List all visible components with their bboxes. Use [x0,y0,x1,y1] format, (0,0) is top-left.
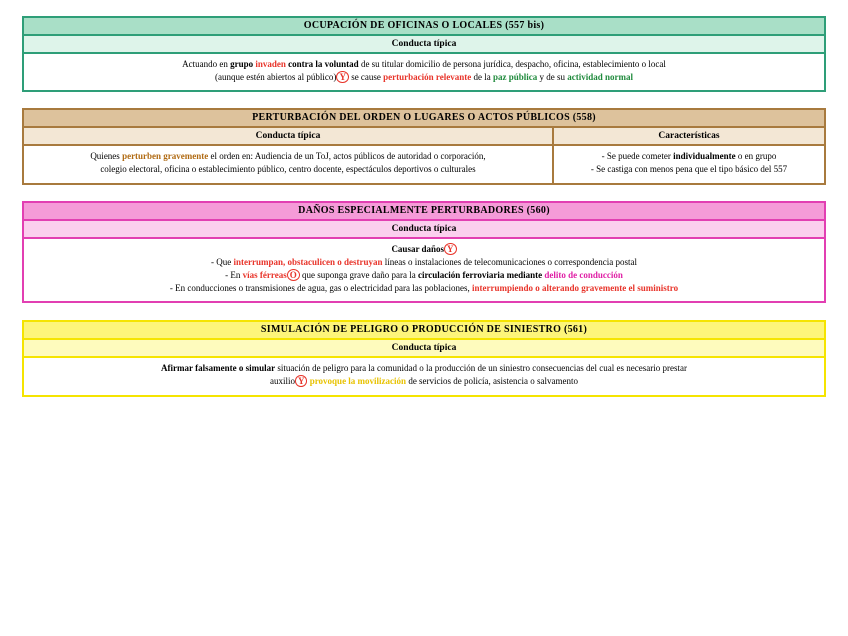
text-run: - Que [211,257,234,267]
body-line [24,256,824,269]
conducta-column [24,128,554,183]
column-header: Características [554,128,824,146]
body-line: colegio electoral, oficina o establecimiento público, centro docente, espectáculos deportivos o culturales [100,164,476,174]
section-columns [24,128,824,183]
perturbacion-orden-section [22,108,826,185]
text-run: Actuando en [182,59,231,69]
conjunction-circle: Y [295,375,308,387]
conjunction-circle: Y [336,71,349,83]
text-run: situación de peligro para la comunidad o la producción de un siniestro consecuencias del cual es necesario prestar [275,363,687,373]
text-run: de su titular domicilio de persona jurídica, despacho, oficina, establecimiento o local [358,59,666,69]
danos-perturbadores-section [22,201,826,303]
highlight-text: interrumpan, obstaculicen o destruyan [233,257,383,267]
section-subheader: Conducta típica [24,221,824,239]
disjunction-circle: O [287,269,300,281]
text-run: (aunque estén abiertos al público) [214,72,337,82]
highlight-text: vías férreas [242,270,287,280]
text-run: de servicios de policía, asistencia o salvamento [406,376,579,386]
highlight-text: invaden [255,59,286,69]
section-body [24,358,824,395]
text-run: - En conducciones o transmisiones de agua, gas o electricidad para las poblaciones, [169,283,473,293]
column-header: Conducta típica [24,128,552,146]
body-line [554,150,824,163]
body-line [24,375,824,388]
body-line [24,71,824,84]
body-line [24,58,824,71]
section-title: SIMULACIÓN DE PELIGRO O PRODUCCIÓN DE SINIESTRO (561) [24,322,824,340]
text-run: contra la voluntad [288,59,359,69]
text-run: grupo [230,59,254,69]
section-title: DAÑOS ESPECIALMENTE PERTURBADORES (560) [24,203,824,221]
highlight-text: delito de conducción [544,270,623,280]
section-subheader: Conducta típica [24,36,824,54]
conjunction-circle: Y [444,243,457,255]
text-run: o en grupo [735,151,777,161]
text-run: se cause [348,72,384,82]
text-run: individualmente [673,151,736,161]
highlight-text: actividad normal [567,72,634,82]
section-title: PERTURBACIÓN DEL ORDEN O LUGARES O ACTOS PÚBLICOS (558) [24,110,824,128]
text-run: de la [471,72,493,82]
text-run: - Se puede cometer [601,151,674,161]
text-run: Quienes [90,151,123,161]
body-line [24,282,824,295]
body-line [24,243,824,256]
text-run: líneas o instalaciones de telecomunicaciones o correspondencia postal [382,257,637,267]
highlight-text: perturben gravemente [122,151,209,161]
body-line [24,269,824,282]
highlight-text: paz pública [493,72,538,82]
column-body [24,146,552,183]
section-body [24,54,824,90]
column-body [554,146,824,183]
ocupacion-oficinas-section [22,16,826,92]
section-title: OCUPACIÓN DE OFICINAS O LOCALES (557 bis) [24,18,824,36]
highlight-text: provoque la movilización [309,376,407,386]
text-run: Afirmar falsamente o simular [161,363,276,373]
text-run: - En [225,270,243,280]
section-body [24,239,824,301]
body-line: - Se castiga con menos pena que el tipo básico del 557 [590,164,788,174]
text-run: y de su [537,72,568,82]
text-run: que suponga grave daño para la [299,270,418,280]
highlight-text: perturbación relevante [383,72,472,82]
text-run: el orden en: Audiencia de un ToJ, actos públicos de autoridad o corporación, [208,151,486,161]
caracteristicas-column [554,128,824,183]
section-subheader: Conducta típica [24,340,824,358]
highlight-text: interrumpiendo o alterando gravemente el suministro [472,283,679,293]
body-line [24,362,824,375]
simulacion-peligro-section [22,320,826,397]
body-line [24,150,552,163]
text-run: Causar daños [391,244,445,254]
text-run: circulación ferroviaria mediante [417,270,543,280]
text-run: auxilio [269,376,295,386]
